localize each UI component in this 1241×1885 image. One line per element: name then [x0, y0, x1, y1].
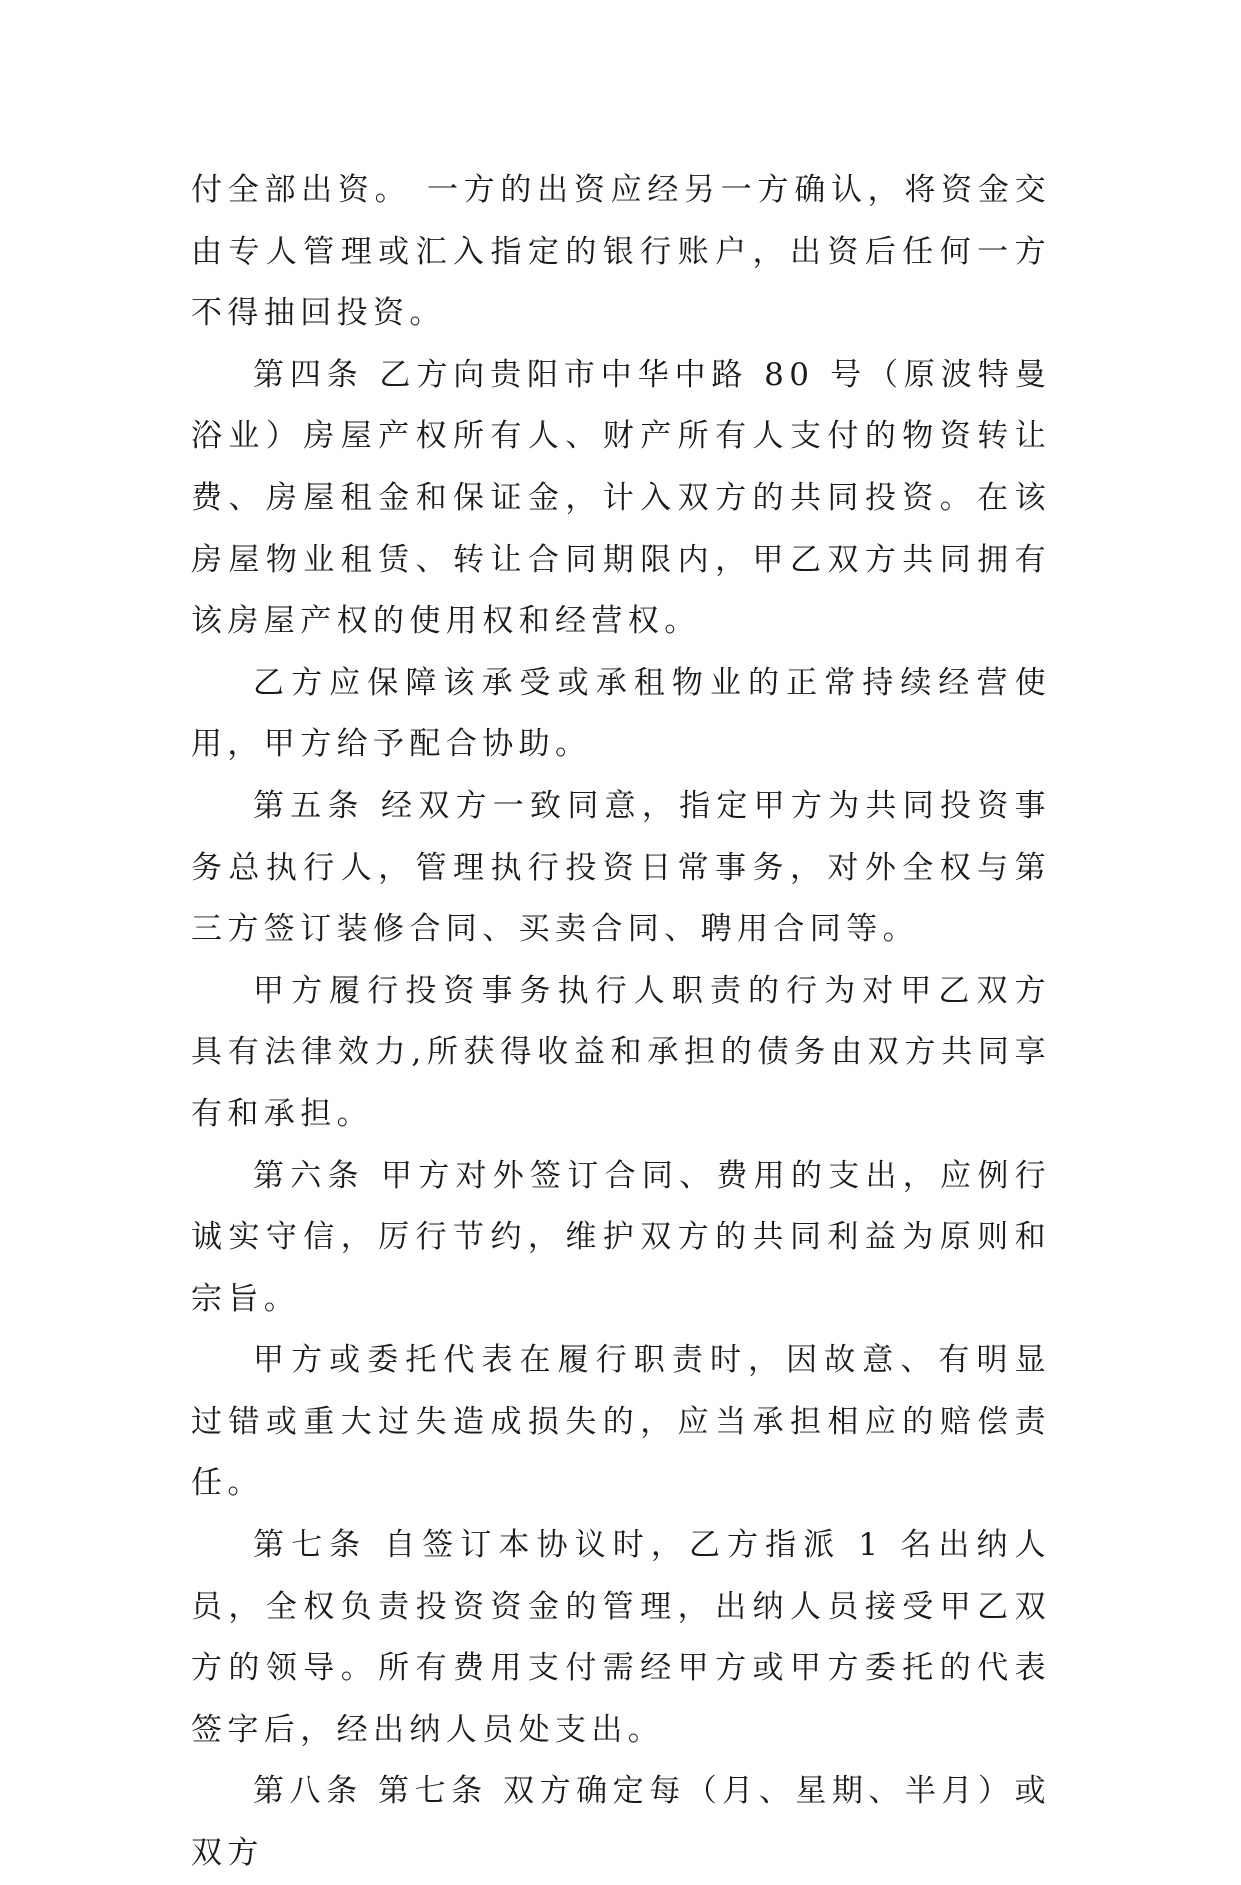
paragraph-article-6: 第六条 甲方对外签订合同、费用的支出，应例行诚实守信，厉行节约，维护双方的共同利益为原则和宗旨。: [191, 1157, 1051, 1317]
paragraph-article-4: 第四条 乙方向贵阳市中华中路 80 号（原波特曼浴业）房屋产权所有人、财产所有人支付的物资转让费、房屋租金和保证金，计入双方的共同投资。在该房屋物业租赁、转让合同期限内，甲乙双方共同拥有该房屋产权的使用权和经营权。: [191, 356, 1051, 640]
paragraph-capital-contribution: 付全部出资。 一方的出资应经另一方确认，将资金交由专人管理或汇入指定的银行账户，出资后任何一方不得抽回投资。: [191, 172, 1051, 332]
paragraph-article-8: 第八条 第七条 双方确定每（月、星期、半月）或双方: [191, 1773, 1051, 1872]
paragraph-article-4-guarantee: 乙方应保障该承受或承租物业的正常持续经营使用，甲方给予配合协助。: [191, 664, 1051, 763]
paragraph-article-5-effect: 甲方履行投资事务执行人职责的行为对甲乙双方具有法律效力,所获得收益和承担的债务由双方共同享有和承担。: [191, 972, 1051, 1132]
document-body: [191, 160, 1051, 1885]
paragraph-article-6-liability: 甲方或委托代表在履行职责时，因故意、有明显过错或重大过失造成损失的，应当承担相应的赔偿责任。: [191, 1342, 1051, 1502]
paragraph-article-5: 第五条 经双方一致同意，指定甲方为共同投资事务总执行人，管理执行投资日常事务，对外全权与第三方签订装修合同、买卖合同、聘用合同等。: [191, 787, 1051, 948]
paragraph-article-7: 第七条 自签订本协议时，乙方指派 1 名出纳人员，全权负责投资资金的管理，出纳人员接受甲乙双方的领导。所有费用支付需经甲方或甲方委托的代表签字后，经出纳人员处支出。: [191, 1527, 1051, 1748]
